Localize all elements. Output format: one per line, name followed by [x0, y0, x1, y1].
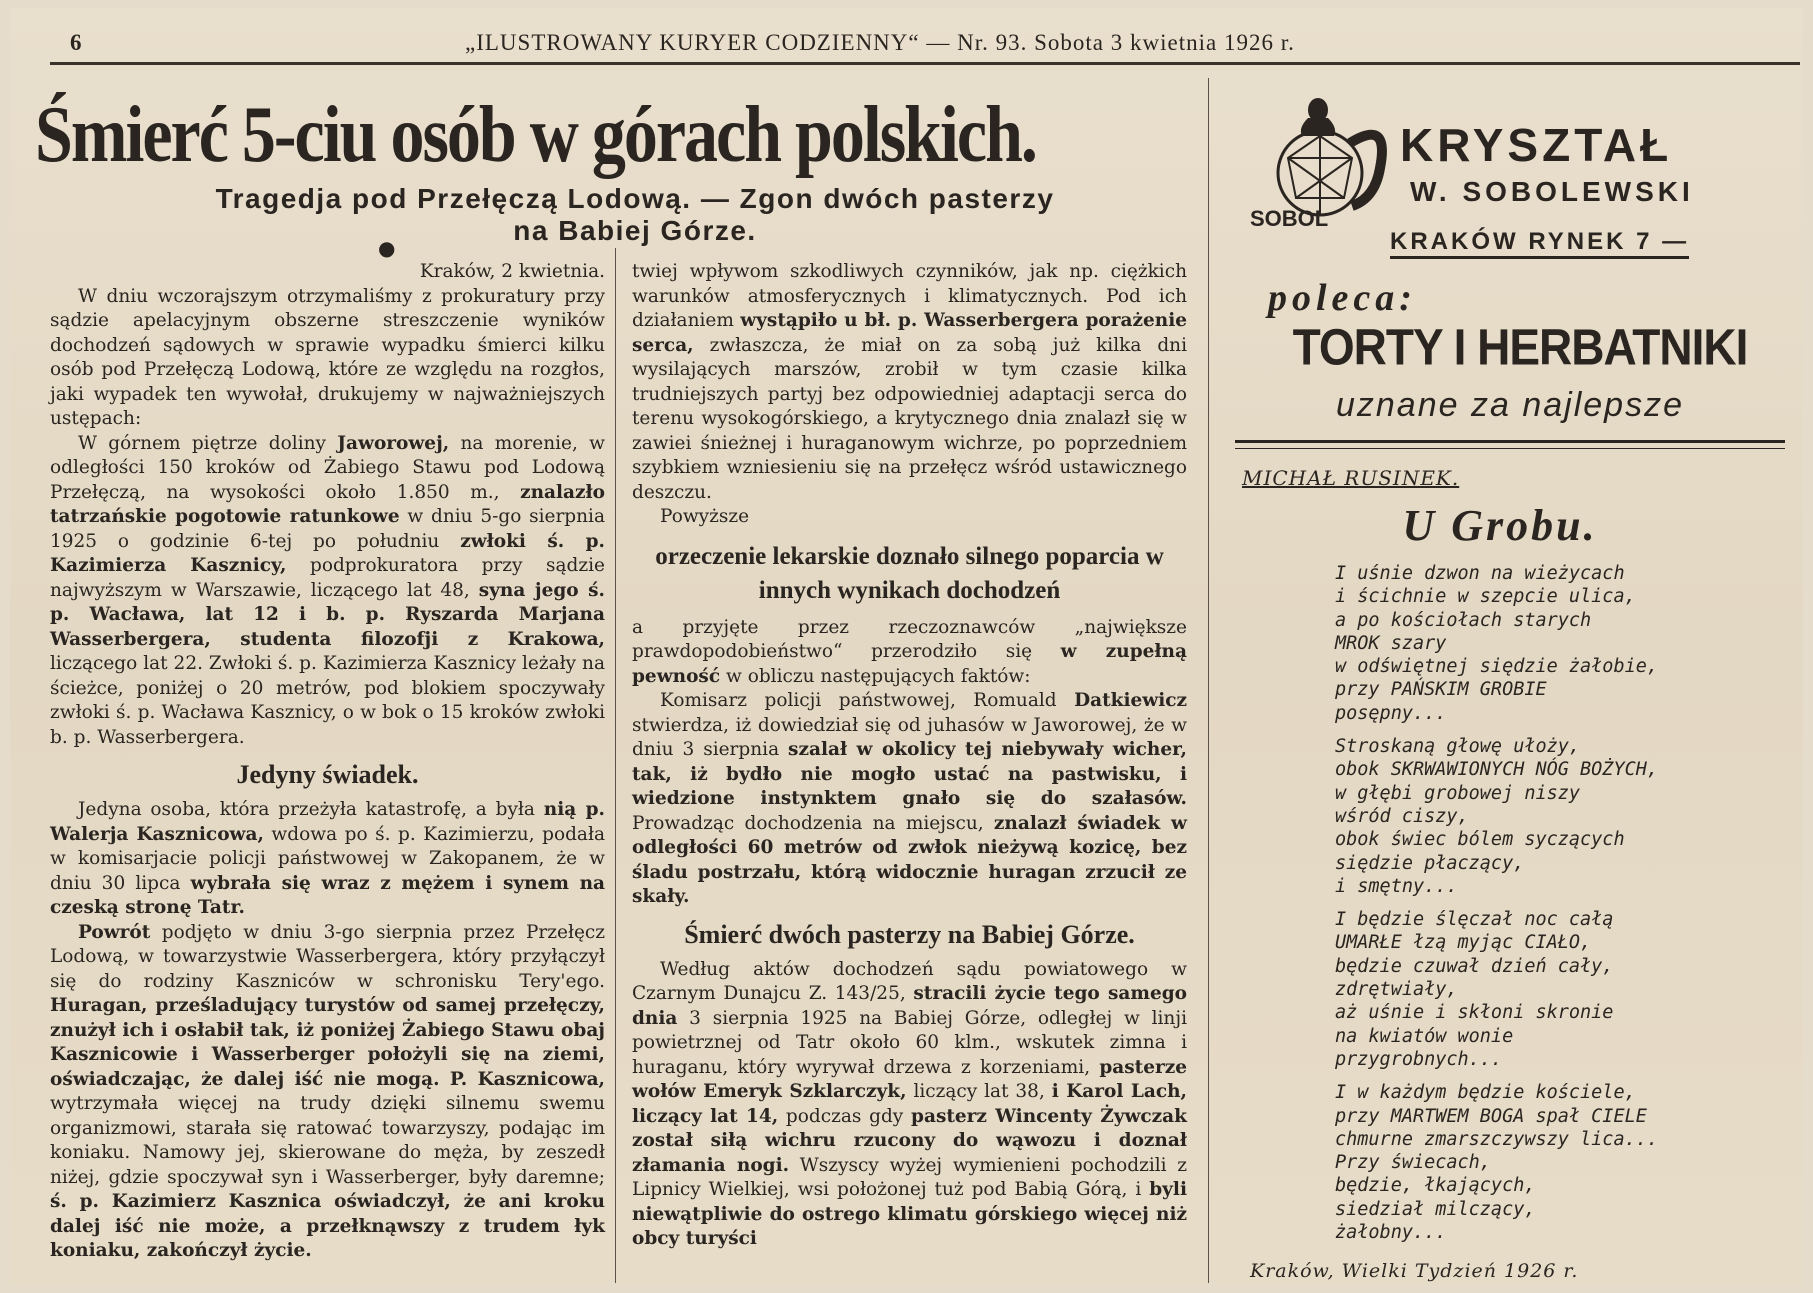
article-column-2 [632, 260, 1187, 1252]
logo-arc-text: SOBOL [1250, 206, 1329, 231]
poem-line: będzie, łkających, [1335, 1175, 1536, 1197]
section-heading-shepherds: Śmierć dwóch pasterzy na Babiej Górze. [684, 919, 1135, 949]
poem-line: na kwiatów wonie [1335, 1025, 1514, 1047]
masthead-rule [50, 62, 1800, 65]
ad-address: KRAKÓW RYNEK 7 — [1390, 228, 1689, 259]
poem-line: MROK szary [1335, 632, 1447, 654]
ad-tagline: uznane za najlepsze [1335, 386, 1684, 424]
paragraph: W górnem piętrze doliny Jaworowej, na morenie, w odległości 150 kroków od Żabiego Stawu pod Lodową Przełęczą, na wysokości około 1.850 m., znalazło tatrzańskie pogotowie ratunkowe w dniu 5-go sierpnia 1925 o godzinie 6-tej po południu zwłoki ś. p. Kazimierza Kasznicy, podprokuratora przy sądzie najwyższym w Warszawie, liczącego lat 48, syna jego ś. p. Wacława, lat 12 i b. p. Ryszarda Marjana Wasserbergera, studenta filozofji z Krakowa, liczącego lat 22. Zwłoki ś. p. Kazimierza Kasznicy leżały na ścieżce, poniżej o 20 metrów, pod blokiem spoczywały zwłoki ś. p. Wacława Kasznicy, o w bok o 15 kroków zwłoki b. p. Wasserbergera. [50, 432, 606, 748]
poem-line: przy PAŃSKIM GROBIE [1335, 679, 1547, 701]
poem-line: wśród ciszy, [1335, 805, 1469, 827]
ad-product: TORTY I HERBATNIKI [1292, 318, 1748, 376]
poem-line: będzie czuwał dzień cały, [1335, 955, 1614, 977]
poem-line: przygrobnych... [1335, 1048, 1503, 1070]
section-heading-witness: Jedyny świadek. [236, 760, 419, 789]
ad-bottom-rule [1235, 440, 1785, 443]
poem-line: żałobny... [1335, 1222, 1447, 1244]
poem-line: Przy świecach, [1335, 1152, 1491, 1174]
poem-line: a po kościołach starych [1335, 609, 1592, 631]
ad-owner: W. SOBOLEWSKI [1410, 176, 1694, 207]
paragraph: Powrót podjęto w dniu 3-go sierpnia przez Przełęcz Lodową, w towarzystwie Wasserbergera, który przyłączył się do rodziny Kaszniców w schronisku Tery'ego. Huragan, prześladujący turystów od samej przełęczy, znużył ich i osłabił tak, iż poniżej Żabiego Stawu obaj Kasznicowie i Wasserberger położyli się na ziemi, oświadczając, że dalej iść nie mogą. P. Kasznicowa, wytrzymała więcej na trudy dzięki silnemu swemu organizmowi, starała się ratować towarzyszy, podając im koniaku. Namowy jej, skierowane do męża, by zeszedł niżej, gdzie spoczywał syn i Wasserberger, były daremne; ś. p. Kazimierz Kasznica oświadczył, że ani kroku dalej iść nie może, a przełknąwszy z trudem łyk koniaku, zakończył życie. [50, 921, 605, 1261]
poem-line: w odświętnej siędzie żałobie, [1335, 656, 1659, 678]
masthead-title: „ILUSTROWANY KURYER CODZIENNY“ — Nr. 93. Sobota 3 kwietnia 1926 r. [465, 30, 1295, 55]
paragraph: Jedyna osoba, która przeżyła katastrofę, a była nią p. Walerja Kasznicowa, wdowa po ś. p. Kazimierzu, podała w komisarjacie policji państwowej w Zakopanem, że w dniu 30 lipca wybrała się wraz z mężem i synem na czeską stronę Tatr. [50, 799, 606, 918]
poem-line: UMARŁE łzą myjąc CIAŁO, [1335, 932, 1592, 954]
ad-bottom-rule-thin [1235, 448, 1785, 449]
ad-poleca: poleca: [1268, 277, 1417, 319]
poem-line: przy MARTWEM BOGA spał CIELE [1335, 1105, 1647, 1127]
sable-logo-icon [1240, 88, 1400, 263]
paragraph: Według aktów dochodzeń sądu powiatowego w Czarnym Dunajcu Z. 143/25, stracili życie tego samego dnia 3 sierpnia 1925 na Babiej Górze, odległej w linji powietrznej od Tatr około 60 klm., wskutek zimna i huraganu, który wyrywał drzewa z korzeniami, pasterze wołów Emeryk Szklarczyk, liczący lat 38, i Karol Lach, liczący lat 14, podczas gdy pasterz Wincenty Żywczak został siłą wichru rzucony do wąwozu i doznał złamania nogi. Wszyscy wyżej wymienieni pochodzili z Lipnicy Wielkiej, wsi położonej tuż pod Babią Górą, i byli niewątpliwie do ostrego klimatu górskiego więcej niż obcy turyści [632, 958, 1187, 1249]
ad-brand: KRYSZTAŁ [1400, 119, 1673, 171]
poem-line: I będzie ślęczał noc całą [1335, 909, 1614, 931]
poem-line: chmurne zmarszczywszy lica... [1335, 1128, 1659, 1150]
poem-line: siedział milczący, [1335, 1198, 1536, 1220]
paragraph: a przyjęte przez rzeczoznawców „największe prawdopodobieństwo“ przerodziło się w zupełną pewność w obliczu następujących faktów: [632, 616, 1187, 687]
poem-line: obok SKRWAWIONYCH NÓG BOŻYCH, [1335, 759, 1659, 781]
article-headline: Śmierć 5-ciu osób w górach polskich. [35, 89, 1036, 179]
bullet-dot: ● [378, 236, 396, 260]
dateline: Kraków, 2 kwietnia. [419, 261, 605, 282]
poem-line: siędzie płaczący, [1335, 852, 1525, 874]
poem-line: obok świec bólem syczących [1335, 829, 1625, 851]
paragraph: W dniu wczorajszym otrzymaliśmy z prokuratury przy sądzie apelacyjnym obszerne streszczenie wyników dochodzeń sądowych w sprawie wypadku śmierci kilku osób pod Przełęczą Lodową, które ze względu na rozgłos, jaki wypadek ten wywołał, drukujemy w najważniejszych ustępach: [50, 285, 605, 429]
newspaper-page [10, 8, 1803, 1285]
poem-line: i smętny... [1335, 875, 1458, 897]
poem-line: i ścichnie w szepcie ulica, [1335, 586, 1636, 608]
poem-line: I w każdym będzie kościele, [1335, 1082, 1636, 1104]
poem-line: I uśnie dzwon na wieżycach [1335, 563, 1625, 584]
poem-stanza [1335, 735, 1785, 898]
paragraph: Komisarz policji państwowej, Romuald Datkiewicz stwierdza, iż dowiedział się od juhasów w Jaworowej, że w dniu 3 sierpnia szalał w okolicy tej niebywały wicher, tak, iż bydło nie mogło ustać na pastwisku, i wiedzione instynktem gnało się do szałasów. Prowadząc dochodzenia na miejscu, znalazł świadek w odległości 60 metrów od zwłok nieżywą kozicę, bez śladu postrzału, którą widocznie huragan zrzucił ze skały. [632, 690, 1187, 907]
poem-author: MICHAŁ RUSINEK. [1242, 466, 1460, 490]
poem-line: Stroskaną głowę ułoży, [1335, 736, 1581, 758]
masthead [70, 28, 1803, 62]
subhead-line-2: na Babiej Górze. [513, 215, 757, 246]
section-heading-medical: orzeczenie lekarskie doznało silnego poparcia w innych wynikach dochodzeń [655, 542, 1164, 604]
poem-line: posępny... [1335, 702, 1447, 724]
page-number: 6 [70, 30, 83, 55]
advertisement [1240, 88, 1780, 438]
article-column-1 [50, 260, 605, 1264]
poem-line: w głębi grobowej niszy [1335, 782, 1581, 804]
poem-line: aż uśnie i skłoni skronie [1335, 1002, 1614, 1024]
poem-stanza [1335, 562, 1785, 725]
column-divider [1208, 78, 1209, 1283]
poem-stanza [1335, 908, 1785, 1071]
subhead-line-1: Tragedja pod Przełęczą Lodową. — Zgon dwóch pasterzy [215, 183, 1055, 214]
column-divider [615, 248, 616, 1283]
poem-body [1335, 562, 1785, 1254]
paragraph: Powyższe [660, 506, 750, 527]
poem-title: U Grobu. [1402, 501, 1598, 550]
paragraph: twiej wpływom szkodliwych czynników, jak np. ciężkich warunków atmosferycznych i klimatycznych. Pod ich działaniem wystąpiło u bł. p. Wasserbergera porażenie serca, zwłaszcza, że miał on za sobą już kilka dni wysilających marszów, zrobił w tym czasie kilka trudniejszych partyj bez odpowiedniej adaptacji serca do terenu wysokogórskiego, a krytycznego dnia znalazł się w zawiei śnieżnej i huraganowym wichrze, po poprzedniem szybkiem wzniesieniu się na przełęcz wśród ustawicznego deszczu. [632, 261, 1187, 503]
poem-stanza [1335, 1081, 1785, 1244]
article-subhead [50, 183, 1220, 247]
poem-line: zdrętwiały, [1335, 979, 1458, 1001]
poem-signoff: Kraków, Wielki Tydzień 1926 r. [1250, 1260, 1579, 1282]
